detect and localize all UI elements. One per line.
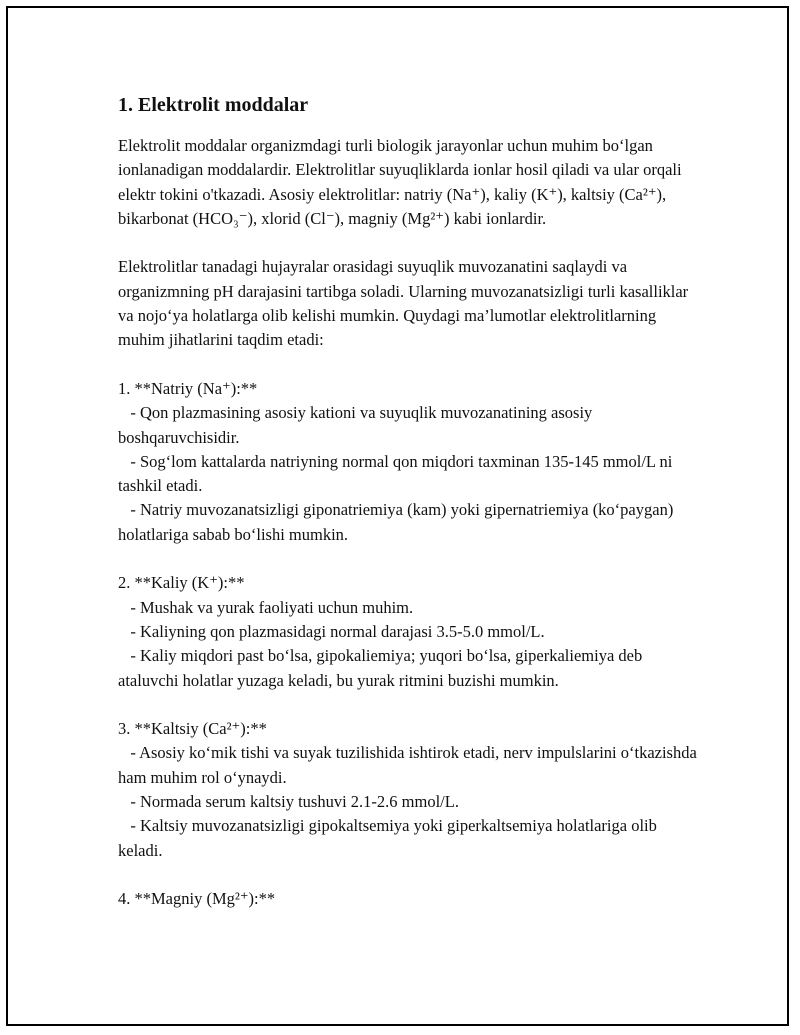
list-item-title: 4. **Magniy (Mg²⁺):** (118, 889, 276, 909)
list-item-title: 3. **Kaltsiy (Ca²⁺):** (118, 719, 267, 739)
list-item-point: - Kaltsiy muvozanatsizligi gipokaltsemiya yoki giperkaltsemiya holatlariga olib keladi. (118, 816, 662, 860)
list-item-magniy (118, 887, 698, 911)
list-item-kaliy (118, 571, 698, 692)
section-heading: 1. Elektrolit moddalar (118, 94, 309, 116)
document-body (118, 92, 701, 912)
list-item-point: - Mushak va yurak faoliyati uchun muhim. (118, 597, 414, 617)
list-item-point: - Natriy muvozanatsizligi giponatriemiya (kam) yoki gipernatriemiya (ko‘paygan) holatlariga sabab bo‘lishi mumkin. (118, 500, 678, 544)
list-item-point: - Sog‘lom kattalarda natriyning normal qon miqdori taxminan 135-145 mmol/L ni tashkil etadi. (118, 451, 677, 496)
list-item-kaltsiy (118, 717, 701, 863)
list-item-point: - Qon plazmasining asosiy kationi va suyuqlik muvozanatining asosiy boshqaruvchisidir. (118, 403, 597, 447)
list-item-title: 1. **Natriy (Na⁺):** (118, 378, 258, 398)
list-item-natriy (118, 377, 698, 547)
list-item-point: - Asosiy ko‘mik tishi va suyak tuzilishida ishtirok etadi, nerv impulslarini o‘tkazishda ham muhim rol o‘ynaydi. (118, 743, 701, 787)
list-item-point: - Kaliyning qon plazmasidagi normal darajasi 3.5-5.0 mmol/L. (118, 621, 545, 641)
intro-paragraph: Elektrolit moddalar organizmdagi turli biologik jarayonlar uchun muhim bo‘lgan ionlanadigan moddalardir. Elektrolitlar suyuqliklarda ionlar hosil qiladi va ular orqali elektr tokini o'tkazadi. Asosiy elektrolitlar: natriy (Na⁺), kaliy (K⁺), kaltsiy (Ca²⁺), bikarbonat (HCO₃⁻), xlorid (Cl⁻), magniy (Mg²⁺) kabi ionlardir. (118, 136, 682, 228)
list-item-title: 2. **Kaliy (K⁺):** (118, 573, 245, 593)
list-item-point: - Kaliy miqdori past bo‘lsa, gipokaliemiya; yuqori bo‘lsa, giperkaliemiya deb ataluvchi holatlar yuzaga keladi, bu yurak ritmini buzishi mumkin. (118, 646, 647, 690)
list-item-point: - Normada serum kaltsiy tushuvi 2.1-2.6 mmol/L. (118, 792, 459, 812)
context-paragraph: Elektrolitlar tanadagi hujayralar orasidagi suyuqlik muvozanatini saqlaydi va organizmning pH darajasini tartibga soladi. Ularning muvozanatsizligi turli kasalliklar va nojo‘ya holatlarga olib kelishi mumkin. Quydagi ma’lumotlar elektrolitlarning muhim jihatlarini taqdim etadi: (118, 257, 689, 350)
